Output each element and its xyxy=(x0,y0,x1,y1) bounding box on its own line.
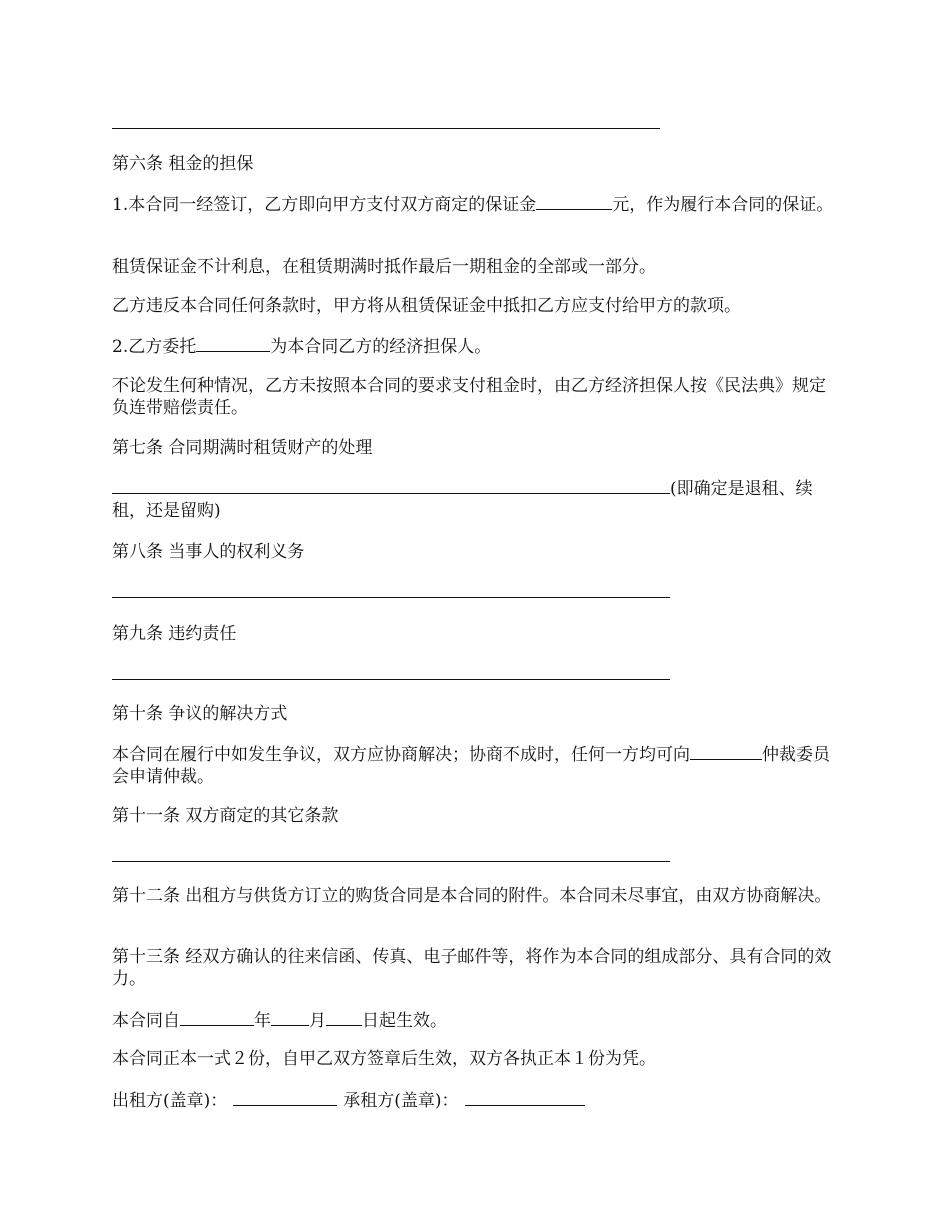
article12-text: 第十二条 出租方与供货方订立的购货合同是本合同的附件。本合同未尽事宜，由双方协商解决。 xyxy=(112,886,832,906)
day-blank[interactable] xyxy=(326,1009,362,1026)
article11-heading: 第十一条 双方商定的其它条款 xyxy=(112,806,339,826)
arbitration-blank[interactable] xyxy=(690,743,762,760)
article9-heading: 第九条 违约责任 xyxy=(112,624,237,644)
article6-paragraph-3: 乙方违反本合同任何条款时，甲方将从租赁保证金中抵扣乙方应支付给甲方的款项。 xyxy=(112,296,741,316)
lessor-seal-blank[interactable] xyxy=(233,1089,337,1106)
article13-text: 第十三条 经双方确认的往来信函、传真、电子邮件等，将作为本合同的组成部分、具有合同的效力。 xyxy=(112,947,832,989)
copies-text: 本合同正本一式２份，自甲乙双方签章后生效，双方各执正本１份为凭。 xyxy=(112,1049,656,1069)
signature-line: 出租方(盖章)： 承租方(盖章)： xyxy=(112,1089,838,1112)
article7-paragraph: (即确定是退租、续租，还是留购) xyxy=(112,479,813,521)
article6-paragraph-1: 1.本合同一经签订，乙方即向甲方支付双方商定的保证金 元，作为履行本合同的保证。 xyxy=(112,195,834,215)
blank-line xyxy=(112,128,660,129)
article6-heading: 第六条 租金的担保 xyxy=(112,154,254,174)
year-blank[interactable] xyxy=(180,1009,254,1026)
blank-line xyxy=(112,679,670,680)
disposal-blank[interactable] xyxy=(112,477,670,494)
effective-date: 本合同自 年 月 日起生效。 xyxy=(112,1011,447,1031)
month-blank[interactable] xyxy=(271,1009,309,1026)
article7-heading: 第七条 合同期满时租赁财产的处理 xyxy=(112,438,373,458)
blank-line xyxy=(112,597,670,598)
article6-paragraph-2: 租赁保证金不计利息，在租赁期满时抵作最后一期租金的全部或一部分。 xyxy=(112,257,656,277)
article6-paragraph-4: 2.乙方委托 为本合同乙方的经济担保人。 xyxy=(112,337,492,357)
article10-paragraph: 本合同在履行中如发生争议，双方应协商解决；协商不成时，任何一方均可向 仲裁委员会申请仲裁。 xyxy=(112,745,830,787)
article10-heading: 第十条 争议的解决方式 xyxy=(112,704,288,724)
lessee-seal-blank[interactable] xyxy=(465,1089,585,1106)
article8-heading: 第八条 当事人的权利义务 xyxy=(112,542,305,562)
guarantor-blank[interactable] xyxy=(196,335,270,352)
article6-paragraph-5: 不论发生何种情况，乙方未按照本合同的要求支付租金时，由乙方经济担保人按《民法典》规定负连带赔偿责任。 xyxy=(112,376,826,418)
deposit-blank[interactable] xyxy=(536,193,612,210)
blank-line xyxy=(112,861,670,862)
